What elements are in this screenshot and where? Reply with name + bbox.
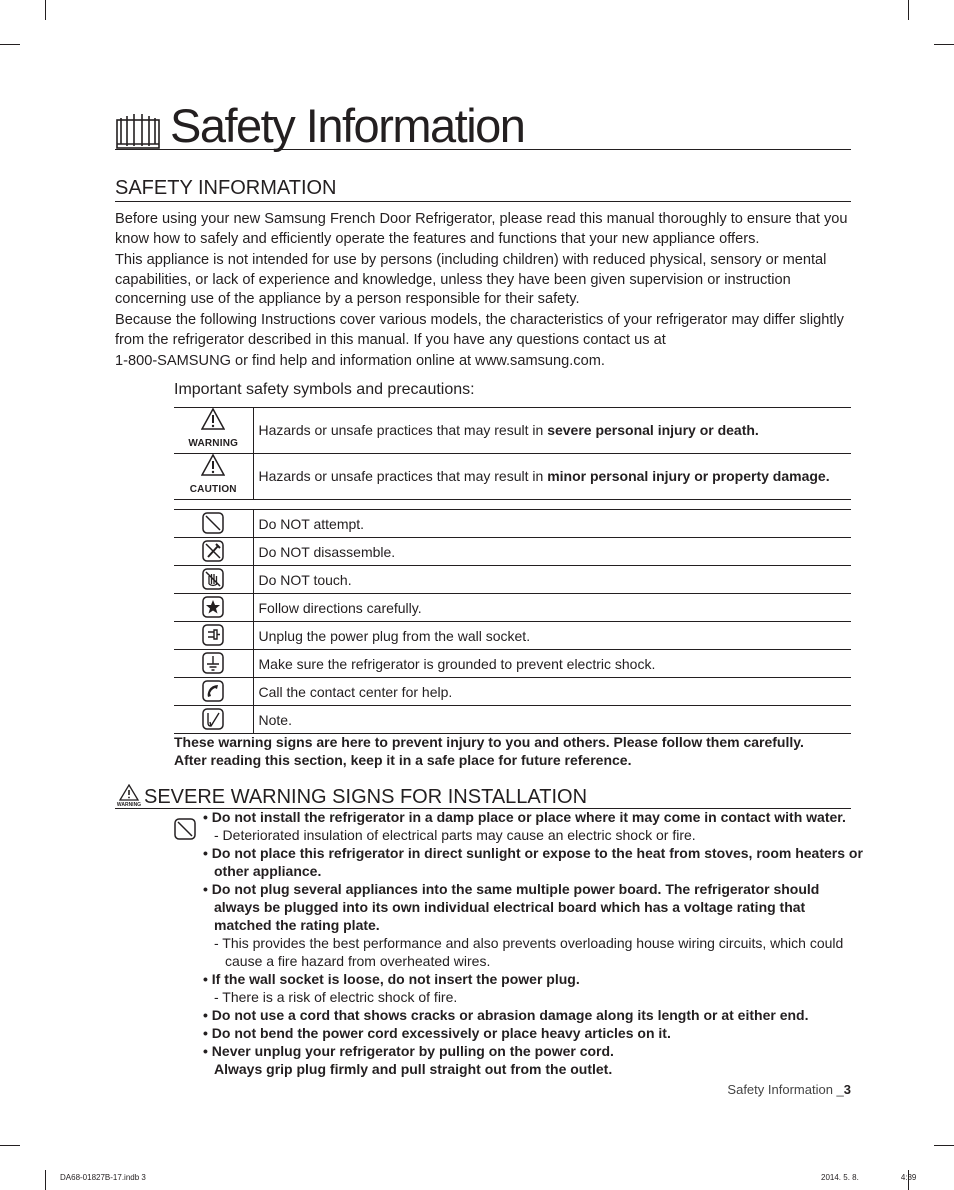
warning-text [253,408,851,454]
print-slug-date [821,1173,916,1182]
symbol-text: Call the contact center for help. [253,678,851,706]
prohibited-icon [174,818,196,840]
table-row [174,650,851,678]
list-item: • Never unplug your refrigerator by pulling on the power cord. [203,1043,614,1059]
table-row [174,510,851,538]
caution-triangle-icon [201,454,225,476]
symbol-text: Follow directions carefully. [253,594,851,622]
list-subitem: - Deteriorated insulation of electrical parts may cause an electric shock or fire. [214,827,696,843]
caution-row [174,454,851,500]
unplug-icon [202,624,224,646]
warning-cell [174,408,253,454]
list-item: • Do not install the refrigerator in a damp place or place where it may come in contact with water. [203,809,846,825]
no-touch-icon [202,568,224,590]
crop-mark [934,44,954,45]
chapter-header [115,99,851,152]
list-subitem: - This provides the best performance and also prevents overloading house wiring circuits, which could cause a fire hazard from overheated wires. [214,935,844,969]
capability-paragraph: This appliance is not intended for use by persons (including children) with reduced physical, sensory or mental capabilities, or lack of experience and knowledge, unless they have been given supervision or instruction concerning use of the appliance by a person responsible for their safety. [115,252,827,307]
note-icon [202,708,224,730]
table-row [174,622,851,650]
caution-emphasis: minor personal injury or property damage. [547,468,830,484]
hazard-table [174,407,851,500]
chapter-title: Safety Information [170,99,525,152]
book-icon [115,114,161,150]
table-row [174,706,851,734]
symbol-text: Note. [253,706,851,734]
section-heading-installation [115,784,851,809]
warning-small-label: WARNING [116,802,142,808]
warning-desc: Hazards or unsafe practices that may result in [258,422,548,438]
caution-text [253,454,851,500]
ground-icon [202,652,224,674]
symbols-table [174,509,851,734]
note-line: After reading this section, keep it in a safe place for future reference. [174,751,632,768]
table-row [174,678,851,706]
list-item: • Do not use a cord that shows cracks or abrasion damage along its length or at either end. [203,1007,809,1023]
warning-row [174,408,851,454]
intro-paragraph: Before using your new Samsung French Door Refrigerator, please read this manual thoroughly to ensure that you know how to safely and efficiently operate the features and functions that your new appliance offers. [115,211,848,247]
list-subitem: - There is a risk of electric shock of fire. [214,989,458,1005]
crop-mark [0,44,20,45]
symbol-text: Do NOT disassemble. [253,538,851,566]
caution-cell [174,454,253,500]
footer-label: Safety Information _ [727,1082,844,1097]
follow-directions-icon [202,596,224,618]
list-item: • Do not plug several appliances into the same multiple power board. The refrigerator should always be plugged into its own individual electrical board which has a voltage rating that matched the rating plate. [203,881,820,933]
warning-triangle-icon [115,784,143,808]
table-row [174,538,851,566]
phone-icon [202,680,224,702]
symbol-text: Make sure the refrigerator is grounded to prevent electric shock. [253,650,851,678]
slug-date: 2014. 5. 8. [821,1173,859,1182]
crop-mark [908,0,909,20]
warning-emphasis: severe personal injury or death. [547,422,759,438]
prohibited-icon [202,512,224,534]
symbol-text: Do NOT touch. [253,566,851,594]
table-row [174,566,851,594]
note-line: These warning signs are here to prevent injury to you and others. Please follow them carefully. [174,734,804,750]
crop-mark [45,0,46,20]
symbol-text: Unplug the power plug from the wall socket. [253,622,851,650]
crop-mark [45,1170,46,1190]
caution-desc: Hazards or unsafe practices that may result in [258,468,548,484]
installation-heading-text: SEVERE WARNING SIGNS FOR INSTALLATION [144,786,588,808]
symbols-heading: Important safety symbols and precautions: [174,381,475,398]
crop-mark [0,1145,20,1146]
warning-triangle-icon [201,408,225,430]
page-number: 3 [843,1082,851,1097]
section-heading-safety: SAFETY INFORMATION [115,176,851,202]
list-subitem: Always grip plug firmly and pull straight out from the outlet. [214,1061,613,1077]
warning-label: WARNING [188,438,239,449]
list-item: • If the wall socket is loose, do not insert the power plug. [203,971,580,987]
symbol-text: Do NOT attempt. [253,510,851,538]
installation-warnings-list [203,808,863,1078]
warning-signs-note [174,734,864,769]
caution-label: CAUTION [189,484,237,495]
contact-paragraph: 1-800-SAMSUNG or find help and information online at www.samsung.com. [115,353,605,369]
list-item: • Do not bend the power cord excessively or place heavy articles on it. [203,1025,671,1041]
slug-time: 4:39 [900,1173,917,1182]
table-row [174,594,851,622]
list-item: • Do not place this refrigerator in direct sunlight or expose to the heat from stoves, room heaters or other appliance. [203,845,863,879]
print-slug-file: DA68-01827B-17.indb 3 [60,1173,146,1182]
no-disassemble-icon [202,540,224,562]
crop-mark [934,1145,954,1146]
models-paragraph: Because the following Instructions cover various models, the characteristics of your refrigerator may differ slightly from the refrigerator described in this manual. If you have any questions contact us at [115,312,844,348]
page-footer [727,1082,851,1097]
